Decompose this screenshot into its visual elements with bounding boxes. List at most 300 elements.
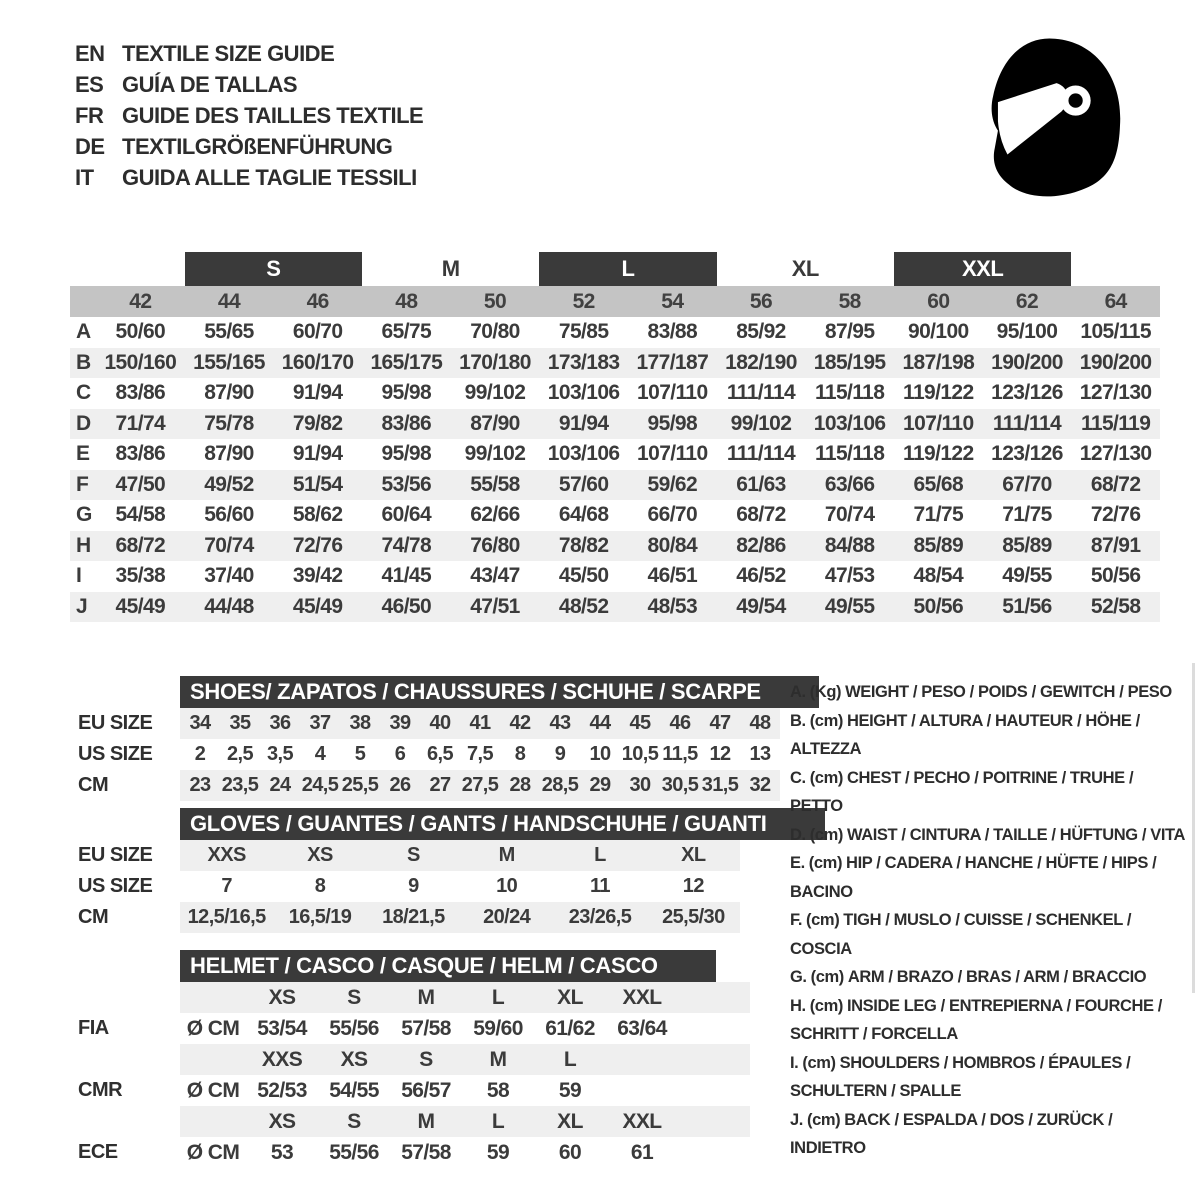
size-value-cell: 78/82 <box>558 533 609 557</box>
size-value-cell: 47/51 <box>470 594 520 618</box>
row-label: EU SIZE <box>78 712 153 734</box>
value-cell: 39 <box>389 712 411 734</box>
row-values <box>180 770 780 801</box>
gloves-table-rows <box>70 840 825 933</box>
language-title: GUIDA ALLE TAGLIE TESSILI <box>122 164 417 190</box>
size-value-cell: 150/160 <box>104 350 177 374</box>
size-value-cell: 99/102 <box>464 381 526 405</box>
value-cell: 27 <box>429 774 451 796</box>
size-value-cell: 49/52 <box>204 472 254 496</box>
helmet-size-label: L <box>491 1109 505 1133</box>
size-row <box>70 840 825 871</box>
helmet-size-label: XXS <box>261 1047 303 1071</box>
legend-item <box>790 906 1192 963</box>
size-value-cell: 87/90 <box>204 381 254 405</box>
helmet-size-label: XL <box>557 985 583 1009</box>
size-value-cell: 49/55 <box>824 594 875 618</box>
legend-item <box>790 1106 1192 1163</box>
measurement-letter: G <box>76 503 92 527</box>
gloves-size-table <box>70 808 825 933</box>
size-value-cell: 58/62 <box>292 503 343 527</box>
size-table-row-b <box>70 348 1160 379</box>
language-title-block <box>75 38 423 193</box>
unit-spacer <box>180 982 246 1013</box>
size-table-row-j <box>70 592 1160 623</box>
size-value-cell: 91/94 <box>292 381 343 405</box>
helmet-size-label: XXL <box>622 1109 662 1133</box>
size-value-cell: 83/86 <box>115 442 166 466</box>
value-cell: 4 <box>314 743 326 765</box>
language-row <box>75 38 423 69</box>
numeric-size-label: 42 <box>129 289 152 313</box>
language-row <box>75 100 423 131</box>
size-value-cell: 50/56 <box>1090 564 1141 588</box>
language-title: GUÍA DE TALLAS <box>122 71 298 97</box>
helmet-size-label: L <box>491 985 505 1009</box>
size-table-row-f <box>70 470 1160 501</box>
legend-key: J. <box>790 1110 803 1129</box>
size-value-cell: 50/60 <box>115 320 166 344</box>
size-value-cell: 46/50 <box>381 594 432 618</box>
size-group-m: M <box>441 256 460 281</box>
size-group-xxl: XXL <box>894 252 1071 286</box>
legend-unit: (cm) <box>809 711 843 730</box>
value-cell: 30 <box>629 774 651 796</box>
size-value-cell: 87/95 <box>824 320 875 344</box>
row-values <box>180 840 740 871</box>
size-value-cell: 91/94 <box>292 442 343 466</box>
unit-spacer <box>180 1106 246 1137</box>
size-value-cell: 66/70 <box>647 503 698 527</box>
value-cell: 7,5 <box>466 743 493 765</box>
language-code: EN <box>75 40 105 66</box>
value-cell: 16,5/19 <box>288 906 352 928</box>
value-cell: 12,5/16,5 <box>187 906 266 928</box>
size-value-cell: 59/62 <box>647 472 698 496</box>
value-cell: 24 <box>269 774 291 796</box>
numeric-size-label: 52 <box>572 289 595 313</box>
textile-size-table <box>70 252 1160 622</box>
size-value-cell: 115/119 <box>1080 411 1151 435</box>
value-cell: 44 <box>589 712 611 734</box>
size-row <box>70 902 825 933</box>
standard-label: FIA <box>78 1017 109 1039</box>
size-value-cell: 68/72 <box>115 533 166 557</box>
size-value-cell: 87/91 <box>1090 533 1141 557</box>
size-value-cell: 119/122 <box>903 381 974 405</box>
size-value-cell: 55/65 <box>204 320 254 344</box>
value-cell: 9 <box>554 743 566 765</box>
row-values <box>180 871 740 902</box>
value-cell: 7 <box>221 875 232 897</box>
size-value-cell: 76/80 <box>470 533 520 557</box>
value-cell: 18/21,5 <box>382 906 445 928</box>
helmet-values-row-cmr <box>70 1075 750 1106</box>
size-value-cell: 68/72 <box>736 503 786 527</box>
value-cell: 28 <box>509 774 531 796</box>
value-cell: 48 <box>749 712 771 734</box>
size-value-cell: 45/49 <box>292 594 343 618</box>
numeric-size-label: 58 <box>838 289 861 313</box>
measurement-letter: H <box>76 533 91 557</box>
legend-item <box>790 707 1192 764</box>
helmet-size-label: XL <box>557 1109 583 1133</box>
diameter-unit: Ø CM <box>186 1078 240 1102</box>
size-value-cell: 173/183 <box>547 350 620 374</box>
helmet-size-label: XS <box>340 1047 368 1071</box>
value-cell: XXS <box>207 844 246 866</box>
shoes-size-table <box>70 676 819 801</box>
measurement-letter: A <box>76 320 91 344</box>
value-cell: 45 <box>629 712 651 734</box>
legend-item <box>790 678 1192 707</box>
size-value-cell: 68/72 <box>1090 472 1141 496</box>
language-title: GUIDE DES TAILLES TEXTILE <box>122 102 424 128</box>
size-value-cell: 52/58 <box>1090 594 1141 618</box>
value-cell: 52/53 <box>257 1078 307 1102</box>
value-cell: 3,5 <box>266 743 293 765</box>
value-cell: 12 <box>682 875 704 897</box>
size-value-cell: 72/76 <box>1090 503 1141 527</box>
size-value-cell: 85/89 <box>1002 533 1052 557</box>
gloves-table-title: GLOVES / GUANTES / GANTS / HANDSCHUHE / GUANTI <box>180 808 825 840</box>
size-value-cell: 103/106 <box>547 381 620 405</box>
size-value-cell: 47/50 <box>115 472 166 496</box>
helmet-size-label: M <box>417 985 435 1009</box>
size-value-cell: 95/100 <box>996 320 1058 344</box>
size-table-row-i <box>70 561 1160 592</box>
numeric-size-row <box>70 286 1160 317</box>
value-cell: 46 <box>669 712 691 734</box>
legend-text: TIGH / MUSLO / CUISSE / SCHENKEL / COSCIA <box>790 911 1132 958</box>
helmet-size-label: XS <box>268 1109 296 1133</box>
value-cell: 31,5 <box>701 774 739 796</box>
size-table-row-e <box>70 439 1160 470</box>
legend-text: SHOULDERS / HOMBROS / ÉPAULES / SCHULTERN / SPALLE <box>790 1053 1131 1100</box>
row-label: CM <box>78 906 109 928</box>
legend-item <box>790 821 1192 850</box>
size-value-cell: 46/52 <box>736 564 786 588</box>
size-value-cell: 41/45 <box>381 564 432 588</box>
size-value-cell: 74/78 <box>381 533 432 557</box>
legend-text: WEIGHT / PESO / POIDS / GEWITCH / PESO <box>845 683 1172 701</box>
size-value-cell: 37/40 <box>204 564 254 588</box>
size-table-row-h <box>70 531 1160 562</box>
helmet-values-row-fia <box>70 1013 750 1044</box>
measurement-letter: E <box>76 442 90 466</box>
legend-item <box>790 764 1192 821</box>
size-value-cell: 51/54 <box>292 472 343 496</box>
size-value-cell: 182/190 <box>725 350 797 374</box>
size-value-cell: 111/114 <box>726 381 796 405</box>
legend-text: ARM / BRAZO / BRAS / ARM / BRACCIO <box>847 968 1147 986</box>
legend-unit: (cm) <box>802 1053 836 1072</box>
value-cell: 20/24 <box>483 906 531 928</box>
language-row <box>75 162 423 193</box>
size-value-cell: 48/52 <box>558 594 609 618</box>
value-cell: 23,5 <box>221 774 259 796</box>
value-cell: 60 <box>558 1140 582 1164</box>
value-cell: 36 <box>269 712 291 734</box>
legend-unit: (cm) <box>810 968 844 986</box>
legend-unit: (cm) <box>808 854 843 872</box>
size-value-cell: 99/102 <box>730 411 792 435</box>
size-value-cell: 65/68 <box>913 472 964 496</box>
size-row <box>70 708 819 739</box>
size-value-cell: 60/70 <box>292 320 343 344</box>
size-value-cell: 49/55 <box>1002 564 1052 588</box>
value-cell: 30,5 <box>661 774 699 796</box>
legend-text: WAIST / CINTURA / TAILLE / HÜFTUNG / VITA <box>846 825 1185 844</box>
numeric-size-label: 60 <box>927 289 950 313</box>
size-value-cell: 115/118 <box>814 442 885 466</box>
row-values <box>180 739 780 770</box>
value-cell: 38 <box>349 712 371 734</box>
size-value-cell: 95/98 <box>381 442 432 466</box>
row-label <box>70 1044 180 1075</box>
diameter-unit: Ø CM <box>186 1140 240 1164</box>
size-row <box>70 871 825 902</box>
size-value-cell: 90/100 <box>908 320 969 344</box>
size-value-cell: 51/56 <box>1002 594 1052 618</box>
row-label: US SIZE <box>78 875 153 897</box>
numeric-size-label: 56 <box>749 289 773 313</box>
value-cell: 58 <box>486 1078 510 1102</box>
size-value-cell: 95/98 <box>381 381 432 405</box>
size-value-cell: 71/75 <box>913 503 964 527</box>
size-group-s: S <box>185 252 362 286</box>
size-row <box>70 770 819 801</box>
value-cell: 23 <box>189 774 211 796</box>
value-cell: 29 <box>589 774 611 796</box>
value-cell: 57/58 <box>401 1016 451 1040</box>
size-value-cell: 43/47 <box>470 564 520 588</box>
size-value-cell: 160/170 <box>281 350 354 374</box>
size-value-cell: 80/84 <box>647 533 698 557</box>
shoes-table-title: SHOES/ ZAPATOS / CHAUSSURES / SCHUHE / SCARPE <box>180 676 819 708</box>
helmet-size-label: M <box>489 1047 507 1071</box>
size-value-cell: 65/75 <box>381 320 432 344</box>
value-cell: 11,5 <box>662 743 698 765</box>
value-cell: S <box>406 844 420 866</box>
size-value-cell: 70/80 <box>470 320 520 344</box>
helmet-size-label: XXL <box>622 985 662 1009</box>
language-code: DE <box>75 133 105 159</box>
standard-label: CMR <box>78 1079 123 1101</box>
row-label <box>70 982 180 1013</box>
unit-spacer <box>180 1044 246 1075</box>
size-value-cell: 46/51 <box>647 564 698 588</box>
legend-key: I. <box>790 1053 799 1072</box>
size-value-cell: 45/49 <box>115 594 166 618</box>
legend-unit: (Kg) <box>809 683 842 701</box>
value-cell: 63/64 <box>617 1016 667 1040</box>
size-value-cell: 111/114 <box>992 411 1062 435</box>
row-values <box>180 902 740 933</box>
size-value-cell: 72/76 <box>292 533 343 557</box>
size-value-cell: 115/118 <box>814 381 885 405</box>
helmet-sizes-row-ece <box>70 1106 750 1137</box>
size-value-cell: 127/130 <box>1079 381 1152 405</box>
legend-unit: (cm) <box>806 1110 841 1129</box>
value-cell: 6 <box>394 743 406 765</box>
size-value-cell: 39/42 <box>292 564 343 588</box>
value-cell: XS <box>307 844 333 866</box>
size-value-cell: 99/102 <box>464 442 526 466</box>
helmet-size-label: S <box>419 1047 433 1071</box>
size-value-cell: 87/90 <box>204 442 254 466</box>
diameter-unit: Ø CM <box>186 1016 240 1040</box>
measurement-letter: D <box>76 411 91 435</box>
helmet-size-label: M <box>417 1109 435 1133</box>
legend-key: G. <box>790 968 807 986</box>
size-value-cell: 84/88 <box>824 533 875 557</box>
value-cell: 43 <box>549 712 571 734</box>
size-value-cell: 48/53 <box>647 594 698 618</box>
size-value-cell: 107/110 <box>903 411 974 435</box>
legend-unit: (cm) <box>809 825 843 844</box>
value-cell: 34 <box>189 712 211 734</box>
size-table-row-d <box>70 409 1160 440</box>
row-values <box>180 1137 750 1168</box>
size-value-cell: 62/66 <box>470 503 520 527</box>
size-value-cell: 79/82 <box>292 411 343 435</box>
size-row-spacer <box>70 286 96 317</box>
helmet-table-title: HELMET / CASCO / CASQUE / HELM / CASCO <box>180 950 716 982</box>
size-value-cell: 71/75 <box>1002 503 1052 527</box>
size-value-cell: 63/66 <box>824 472 875 496</box>
size-value-cell: 123/126 <box>991 381 1063 405</box>
numeric-size-label: 50 <box>483 289 507 313</box>
size-value-cell: 107/110 <box>637 442 708 466</box>
value-cell: 12 <box>709 743 731 765</box>
helmet-size-label: S <box>347 985 361 1009</box>
helmet-size-label: L <box>563 1047 577 1071</box>
value-cell: 54/55 <box>329 1078 379 1102</box>
size-value-cell: 91/94 <box>558 411 609 435</box>
legend-text: HEIGHT / ALTURA / HAUTEUR / HÖHE / ALTEZZA <box>790 711 1140 758</box>
value-cell: 37 <box>309 712 331 734</box>
size-value-cell: 55/58 <box>470 472 520 496</box>
helmet-sizes-row-cmr <box>70 1044 750 1075</box>
value-cell: 8 <box>514 743 526 765</box>
size-value-cell: 60/64 <box>381 503 432 527</box>
size-value-cell: 83/86 <box>381 411 432 435</box>
size-value-cell: 170/180 <box>459 350 531 374</box>
racing-helmet-graphic <box>975 34 1135 202</box>
size-value-cell: 75/78 <box>204 411 254 435</box>
size-table-row-a <box>70 317 1160 348</box>
language-title: TEXTILE SIZE GUIDE <box>122 40 335 66</box>
measurement-letter: B <box>76 350 91 374</box>
value-cell: 23/26,5 <box>568 906 632 928</box>
standard-label: ECE <box>78 1141 118 1163</box>
value-cell: 42 <box>509 712 531 734</box>
row-values <box>180 708 780 739</box>
language-row <box>75 69 423 100</box>
size-value-cell: 165/175 <box>370 350 443 374</box>
size-value-cell: 119/122 <box>903 442 974 466</box>
value-cell: 59/60 <box>473 1016 523 1040</box>
value-cell: XL <box>681 844 706 866</box>
size-table-row-g <box>70 500 1160 531</box>
value-cell: 40 <box>429 712 451 734</box>
helmet-size-label: XS <box>268 985 296 1009</box>
value-cell: 26 <box>389 774 411 796</box>
size-value-cell: 82/86 <box>736 533 786 557</box>
value-cell: 9 <box>408 875 419 897</box>
helmet-size-table <box>70 950 750 1168</box>
value-cell: 47 <box>709 712 731 734</box>
helmet-values-row-ece <box>70 1137 750 1168</box>
legend-key: F. <box>790 911 803 929</box>
value-cell: 56/57 <box>401 1078 451 1102</box>
legend-item <box>790 992 1192 1049</box>
size-value-cell: 45/50 <box>558 564 609 588</box>
size-value-cell: 48/54 <box>913 564 964 588</box>
legend-key: C. <box>790 768 806 787</box>
numeric-size-label: 54 <box>661 289 684 313</box>
size-value-cell: 87/90 <box>470 411 520 435</box>
size-value-cell: 107/110 <box>637 381 708 405</box>
row-values <box>180 1044 750 1075</box>
value-cell: 24,5 <box>301 774 339 796</box>
size-value-cell: 105/115 <box>1080 320 1151 344</box>
legend-item <box>790 849 1192 906</box>
value-cell: 28,5 <box>541 774 579 796</box>
legend-key: E. <box>790 854 805 872</box>
legend-key: H. <box>790 996 806 1015</box>
value-cell: 61/62 <box>545 1016 595 1040</box>
value-cell: 35 <box>229 712 251 734</box>
size-value-cell: 83/86 <box>115 381 166 405</box>
value-cell: 5 <box>354 743 366 765</box>
language-code: FR <box>75 102 104 128</box>
numeric-size-label: 44 <box>217 289 241 313</box>
value-cell: 59 <box>558 1078 582 1102</box>
size-value-cell: 190/200 <box>991 350 1063 374</box>
measurement-legend <box>790 678 1192 1163</box>
numeric-size-label: 62 <box>1015 289 1039 313</box>
value-cell: 13 <box>749 743 771 765</box>
legend-key: B. <box>790 711 806 730</box>
value-cell: 41 <box>469 712 491 734</box>
value-cell: 53/54 <box>257 1016 307 1040</box>
value-cell: 2 <box>194 743 206 765</box>
value-cell: 10 <box>589 743 611 765</box>
legend-unit: (cm) <box>809 996 843 1015</box>
row-values <box>180 1013 750 1044</box>
value-cell: 55/56 <box>329 1016 379 1040</box>
value-cell: M <box>498 844 515 866</box>
row-label <box>70 1106 180 1137</box>
measurement-letter: I <box>76 564 82 588</box>
legend-key: D. <box>790 825 806 844</box>
legend-unit: (cm) <box>806 911 840 929</box>
size-value-cell: 83/88 <box>647 320 698 344</box>
value-cell: 25,5/30 <box>662 906 725 928</box>
size-value-cell: 50/56 <box>913 594 964 618</box>
helmet-sizes-row-fia <box>70 982 750 1013</box>
size-table-body <box>70 317 1160 622</box>
row-values <box>180 1106 750 1137</box>
value-cell: 53 <box>270 1140 294 1164</box>
row-label: CM <box>78 774 109 796</box>
legend-item <box>790 1049 1192 1106</box>
size-value-cell: 61/63 <box>736 472 786 496</box>
size-value-cell: 177/187 <box>636 350 709 374</box>
measurement-letter: C <box>76 381 91 405</box>
